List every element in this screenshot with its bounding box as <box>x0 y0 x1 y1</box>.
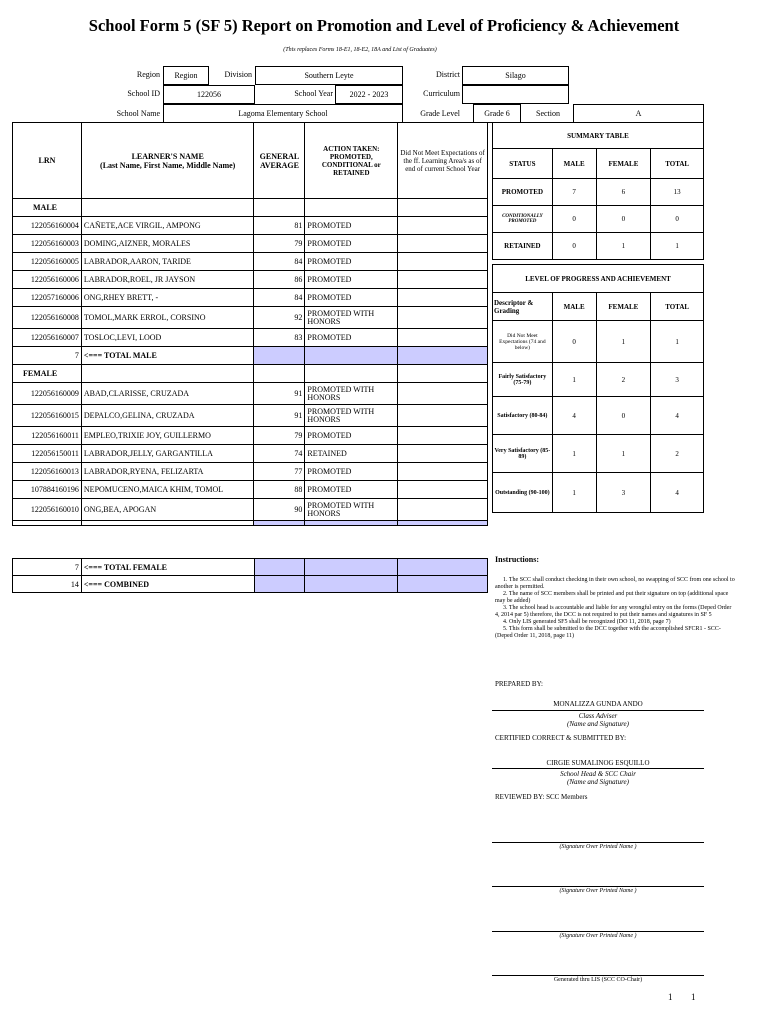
learner-not-met <box>398 289 488 307</box>
progress-desc: Did Not Meet Expectations (74 and below) <box>493 321 553 363</box>
learner-lrn: 122057160006 <box>13 289 82 307</box>
learner-not-met <box>398 271 488 289</box>
summary-status: RETAINED <box>493 233 553 260</box>
instructions <box>495 556 735 640</box>
school-name-label: School Name <box>116 109 160 118</box>
learner-not-met <box>398 253 488 271</box>
member-signature-line-4 <box>492 975 704 976</box>
table-row <box>13 289 488 307</box>
learner-not-met <box>398 445 488 463</box>
combined-label: <=== COMBINED <box>81 576 254 593</box>
reviewed-label: REVIEWED BY: SCC Members <box>495 793 588 801</box>
table-row <box>13 383 488 405</box>
learner-not-met <box>398 405 488 427</box>
progress-desc: Very Satisfactory (85-89) <box>493 435 553 473</box>
summary-row <box>493 179 704 206</box>
summary-header-status: STATUS <box>493 149 553 179</box>
adviser-signature-caption: (Name and Signature) <box>567 720 629 728</box>
head-name: CIRGIE SUMALINOG ESQUILLO <box>546 759 650 767</box>
learner-lrn: 122056160011 <box>13 427 82 445</box>
summary-status: PROMOTED <box>493 179 553 206</box>
learner-lrn: 122056160006 <box>13 271 82 289</box>
member-signature-line-1 <box>492 842 704 843</box>
instruction-item: 1. The SCC shall conduct checking in their own school, no swapping of SCC from one school to another is permitted. <box>495 577 735 590</box>
table-row <box>13 235 488 253</box>
learner-not-met <box>398 463 488 481</box>
instruction-item: 2. The name of SCC members shall be printed and put their signature on top (additional space may be added) <box>495 591 729 604</box>
school-year-label: School Year <box>294 89 333 98</box>
progress-total: 4 <box>651 397 704 435</box>
school-id-label: School ID <box>127 89 160 98</box>
summary-female: 1 <box>596 233 651 260</box>
progress-total: 3 <box>651 363 704 397</box>
learner-name: ONG,RHEY BRETT, - <box>81 289 254 307</box>
progress-total: 4 <box>651 473 704 513</box>
male-section-label: MALE <box>13 199 82 217</box>
summary-female: 6 <box>596 179 651 206</box>
learner-average: 77 <box>254 463 305 481</box>
progress-male: 1 <box>552 473 596 513</box>
learner-lrn: 122056160007 <box>13 329 82 347</box>
learner-lrn: 122056160010 <box>13 499 82 521</box>
progress-desc: Fairly Satisfactory (75-79) <box>493 363 553 397</box>
total-female-count: 7 <box>13 559 82 576</box>
learner-average: 79 <box>254 427 305 445</box>
summary-male: 7 <box>552 179 596 206</box>
table-row <box>13 499 488 521</box>
learner-average: 83 <box>254 329 305 347</box>
progress-row <box>493 397 704 435</box>
learner-action: PROMOTED <box>305 463 398 481</box>
progress-male: 0 <box>552 321 596 363</box>
summary-header-male: MALE <box>552 149 596 179</box>
progress-total: 1 <box>651 321 704 363</box>
learner-not-met <box>398 329 488 347</box>
table-row <box>13 405 488 427</box>
table-row <box>13 463 488 481</box>
learner-lrn: 122056160003 <box>13 235 82 253</box>
learner-average: 74 <box>254 445 305 463</box>
member-signature-caption-2: (Signature Over Printed Name ) <box>559 888 637 894</box>
region-label: Region <box>136 70 160 79</box>
section-label: Section <box>536 109 560 118</box>
totals-table <box>12 558 488 593</box>
instruction-item: 5. This form shall be submitted to the DCC together with the accomplished SFCR1 - SCC- (Deped Order 11, 2018, page 11) <box>495 626 721 639</box>
learner-name: EMPLEO,TRIXIE JOY, GUILLERMO <box>81 427 254 445</box>
progress-female: 2 <box>596 363 651 397</box>
page-number: 1 <box>668 992 673 1002</box>
learner-action: PROMOTED <box>305 253 398 271</box>
learner-action: PROMOTED <box>305 271 398 289</box>
progress-desc: Satisfactory (80-84) <box>493 397 553 435</box>
average-header: GENERAL AVERAGE <box>254 123 305 199</box>
learner-name: NEPOMUCENO,MAICA KHIM, TOMOL <box>81 481 254 499</box>
school-name-field: Lagoma Elementary School <box>163 104 403 123</box>
member-signature-line-2 <box>492 886 704 887</box>
not-met-header: Did Not Meet Expectations of the ff. Learning Area/s as of end of current School Year <box>398 123 488 199</box>
total-female-label: <=== TOTAL FEMALE <box>81 559 254 576</box>
total-male-count: 7 <box>13 347 82 365</box>
learner-average: 81 <box>254 217 305 235</box>
adviser-name: MONALIZZA GUNDA ANDO <box>553 700 643 708</box>
learner-name: TOMOL,MARK ERROL, CORSINO <box>81 307 254 329</box>
learner-action: PROMOTED WITH HONORS <box>305 405 398 427</box>
school-id-field: 122056 <box>163 85 255 104</box>
summary-row <box>493 233 704 260</box>
progress-male: 1 <box>552 363 596 397</box>
progress-header-male: MALE <box>552 293 596 321</box>
table-row <box>13 427 488 445</box>
table-row <box>13 253 488 271</box>
learner-action: PROMOTED WITH HONORS <box>305 307 398 329</box>
summary-title: SUMMARY TABLE <box>493 123 704 149</box>
progress-row <box>493 321 704 363</box>
summary-total: 0 <box>651 206 704 233</box>
adviser-signature-line <box>492 710 704 711</box>
learner-name: ABAD,CLARISSE, CRUZADA <box>81 383 254 405</box>
learner-lrn: 122056160005 <box>13 253 82 271</box>
learner-not-met <box>398 499 488 521</box>
progress-male: 1 <box>552 435 596 473</box>
lrn-header: LRN <box>13 123 82 199</box>
name-header <box>81 123 254 199</box>
learner-action: PROMOTED WITH HONORS <box>305 383 398 405</box>
learner-average: 84 <box>254 253 305 271</box>
learner-name: DEPALCO,GELINA, CRUZADA <box>81 405 254 427</box>
learner-not-met <box>398 427 488 445</box>
summary-male: 0 <box>552 206 596 233</box>
division-field: Southern Leyte <box>255 66 403 85</box>
instruction-item: 4. Only LIS generated SF5 shall be recognized (DO 11, 2018, page 7) <box>503 619 671 625</box>
learner-not-met <box>398 481 488 499</box>
learner-not-met <box>398 217 488 235</box>
district-field: Silago <box>462 66 569 85</box>
progress-title: LEVEL OF PROGRESS AND ACHIEVEMENT <box>493 265 704 293</box>
region-field: Region <box>163 66 209 85</box>
summary-header-total: TOTAL <box>651 149 704 179</box>
learner-name: TOSLOC,LEVI, LOOD <box>81 329 254 347</box>
certified-label: CERTIFIED CORRECT & SUBMITTED BY: <box>495 734 627 742</box>
generated-caption: Generated thru LIS (SCC CO-Chair) <box>553 977 643 983</box>
summary-total: 1 <box>651 233 704 260</box>
learner-action: PROMOTED <box>305 481 398 499</box>
progress-desc: Outstanding (90-100) <box>493 473 553 513</box>
action-header: ACTION TAKEN: PROMOTED, CONDITIONAL or RETAINED <box>305 123 398 199</box>
learner-name: LABRADOR,AARON, TARIDE <box>81 253 254 271</box>
learner-lrn: 122056150011 <box>13 445 82 463</box>
learner-average: 91 <box>254 405 305 427</box>
learner-action: PROMOTED WITH HONORS <box>305 499 398 521</box>
learner-average: 88 <box>254 481 305 499</box>
combined-count: 14 <box>13 576 82 593</box>
section-field: A <box>573 104 704 123</box>
learner-average: 79 <box>254 235 305 253</box>
head-signature-caption: (Name and Signature) <box>567 778 629 786</box>
progress-row <box>493 363 704 397</box>
summary-male: 0 <box>552 233 596 260</box>
learner-not-met <box>398 307 488 329</box>
page-total: 1 <box>691 992 696 1002</box>
learner-average: 92 <box>254 307 305 329</box>
district-label: District <box>436 70 460 79</box>
instructions-title: Instructions: <box>495 555 540 564</box>
grade-level-label: Grade Level <box>420 109 460 118</box>
learner-action: PROMOTED <box>305 289 398 307</box>
learner-name: LABRADOR,RYENA, FELIZARTA <box>81 463 254 481</box>
progress-row <box>493 473 704 513</box>
female-section-label: FEMALE <box>13 365 82 383</box>
progress-total: 2 <box>651 435 704 473</box>
summary-table <box>492 122 704 260</box>
learner-not-met <box>398 383 488 405</box>
head-role: School Head & SCC Chair <box>560 770 636 778</box>
form-title: School Form 5 (SF 5) Report on Promotion and Level of Proficiency & Achievement <box>88 16 680 35</box>
summary-total: 13 <box>651 179 704 206</box>
learner-lrn: 122056160004 <box>13 217 82 235</box>
learner-average: 84 <box>254 289 305 307</box>
school-year-field: 2022 - 2023 <box>335 85 403 104</box>
member-signature-caption-1: (Signature Over Printed Name ) <box>559 844 637 850</box>
division-label: Division <box>224 70 252 79</box>
summary-row <box>493 206 704 233</box>
instruction-item: 3. The school head is accountable and liable for any wrongful entry on the forms (Deped Order 4, 2014 par 5) therefore, the DCC is not required to put their names and signatures in SF 5 <box>495 605 732 618</box>
learner-lrn: 122056160009 <box>13 383 82 405</box>
curriculum-field <box>462 85 569 104</box>
learner-name: DOMING,AIZNER, MORALES <box>81 235 254 253</box>
learner-lrn: 122056160008 <box>13 307 82 329</box>
table-row <box>13 445 488 463</box>
learner-name: ONG,BEA, APOGAN <box>81 499 254 521</box>
summary-header-female: FEMALE <box>596 149 651 179</box>
table-row <box>13 481 488 499</box>
name-header-main: LEARNER'S NAME <box>131 151 204 161</box>
learner-not-met <box>398 235 488 253</box>
learner-lrn: 122056160015 <box>13 405 82 427</box>
summary-status: CONDITIONALLY PROMOTED <box>493 206 553 233</box>
learner-name: LABRADOR,ROEL, JR JAYSON <box>81 271 254 289</box>
learner-table <box>12 122 488 526</box>
prepared-by-label: PREPARED BY: <box>495 680 543 688</box>
learner-lrn: 107884160196 <box>13 481 82 499</box>
progress-female: 3 <box>596 473 651 513</box>
table-row <box>13 217 488 235</box>
learner-lrn: 122056160013 <box>13 463 82 481</box>
learner-action: PROMOTED <box>305 329 398 347</box>
table-row <box>13 329 488 347</box>
head-signature-line <box>492 768 704 769</box>
table-row <box>13 271 488 289</box>
total-male-label: <=== TOTAL MALE <box>81 347 254 365</box>
progress-female: 1 <box>596 435 651 473</box>
progress-female: 0 <box>596 397 651 435</box>
form-subtitle: (This replaces Forms 18-E1, 18-E2, 18A and List of Graduates) <box>283 47 437 53</box>
progress-header-desc: Descriptor & Grading <box>493 293 553 321</box>
learner-name: CAÑETE,ACE VIRGIL, AMPONG <box>81 217 254 235</box>
learner-action: PROMOTED <box>305 235 398 253</box>
learner-average: 91 <box>254 383 305 405</box>
learner-action: PROMOTED <box>305 427 398 445</box>
grade-level-field: Grade 6 <box>473 104 521 123</box>
learner-name: LABRADOR,JELLY, GARGANTILLA <box>81 445 254 463</box>
progress-header-female: FEMALE <box>596 293 651 321</box>
table-row <box>13 307 488 329</box>
adviser-role: Class Adviser <box>578 712 618 720</box>
learner-action: PROMOTED <box>305 217 398 235</box>
summary-female: 0 <box>596 206 651 233</box>
progress-header-total: TOTAL <box>651 293 704 321</box>
progress-row <box>493 435 704 473</box>
member-signature-caption-3: (Signature Over Printed Name ) <box>559 933 637 939</box>
learner-average: 86 <box>254 271 305 289</box>
member-signature-line-3 <box>492 931 704 932</box>
learner-average: 90 <box>254 499 305 521</box>
curriculum-label: Curriculum <box>423 89 460 98</box>
progress-male: 4 <box>552 397 596 435</box>
learner-action: RETAINED <box>305 445 398 463</box>
name-header-sub: (Last Name, First Name, Middle Name) <box>100 160 236 170</box>
progress-table <box>492 264 704 513</box>
progress-female: 1 <box>596 321 651 363</box>
